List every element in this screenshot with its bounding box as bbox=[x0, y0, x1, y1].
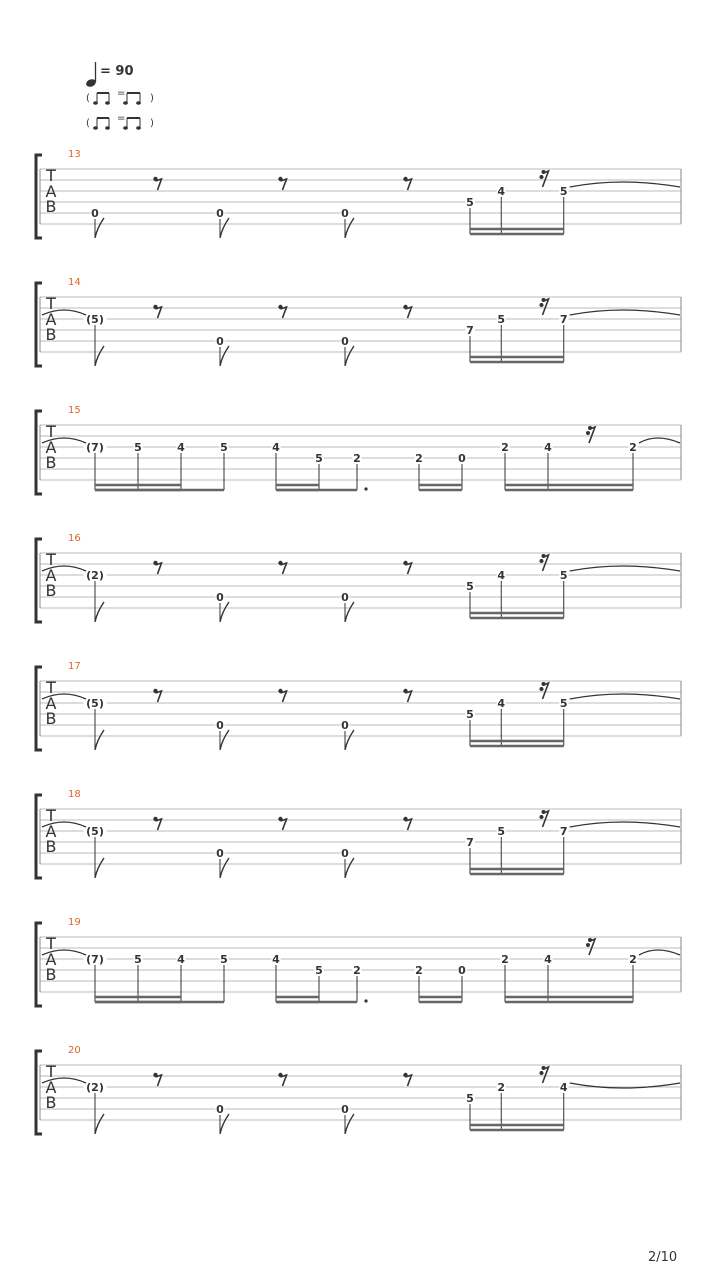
rest-stroke bbox=[156, 563, 162, 574]
clef-a: A bbox=[45, 822, 57, 841]
clef-t: T bbox=[46, 422, 56, 441]
fret-number: 2 bbox=[415, 452, 423, 465]
fret-number: 5 bbox=[559, 569, 568, 582]
fret-number: (2) bbox=[86, 1081, 104, 1094]
fret-number: 5 bbox=[559, 697, 568, 710]
fret-number: 0 bbox=[341, 207, 349, 220]
note-flag bbox=[345, 858, 354, 878]
tempo-bpm: = 90 bbox=[100, 64, 134, 79]
fret-number: 2 bbox=[629, 441, 637, 454]
fret-number: 5 bbox=[315, 452, 323, 465]
sixteenth-rest bbox=[540, 810, 549, 827]
fret-number: 5 bbox=[466, 580, 474, 593]
fret-number: 0 bbox=[341, 1103, 349, 1116]
rest-stroke bbox=[281, 819, 287, 830]
fret-number: (5) bbox=[86, 825, 104, 838]
note-flag bbox=[95, 1114, 104, 1134]
augmentation-dot bbox=[364, 487, 367, 490]
fret-number: 4 bbox=[177, 953, 185, 966]
clef-t: T bbox=[46, 550, 56, 569]
rest-stroke bbox=[156, 307, 162, 318]
tab-system bbox=[36, 405, 681, 494]
note-flag bbox=[220, 602, 229, 622]
eighth-rest bbox=[403, 817, 411, 830]
tab-clef bbox=[45, 678, 56, 728]
note-flag bbox=[345, 1114, 354, 1134]
tie-out bbox=[570, 310, 680, 315]
eighth-rest bbox=[278, 561, 286, 574]
augmentation-dot bbox=[364, 999, 367, 1002]
measure-number: 15 bbox=[68, 405, 81, 416]
rest-stroke bbox=[406, 1075, 412, 1086]
tab-system bbox=[36, 277, 681, 366]
sixteenth-rest bbox=[540, 682, 549, 699]
clef-b: B bbox=[45, 197, 57, 216]
clef-t: T bbox=[46, 166, 56, 185]
measure-number: 13 bbox=[68, 149, 81, 160]
paren-close: ) bbox=[150, 93, 154, 104]
tab-system bbox=[36, 533, 681, 622]
measure-number: 16 bbox=[68, 533, 81, 544]
fret-number: 5 bbox=[559, 185, 568, 198]
system-bracket bbox=[36, 283, 42, 366]
measure-number: 14 bbox=[68, 277, 81, 288]
note-flag bbox=[345, 346, 354, 366]
rest-dot bbox=[540, 1071, 544, 1075]
clef-b: B bbox=[45, 581, 57, 600]
note-flag bbox=[345, 602, 354, 622]
tie-out bbox=[639, 950, 680, 955]
rest-stroke bbox=[406, 819, 412, 830]
rest-dot bbox=[540, 815, 544, 819]
rest-dot bbox=[586, 943, 590, 947]
clef-b: B bbox=[45, 837, 57, 856]
fret-number: 0 bbox=[341, 335, 349, 348]
fret-number: 5 bbox=[466, 708, 474, 721]
tab-clef bbox=[45, 166, 56, 216]
tie-out bbox=[570, 694, 680, 699]
sixteenth-rest bbox=[540, 170, 549, 187]
fret-number: 5 bbox=[497, 313, 506, 326]
note-flag bbox=[220, 1114, 229, 1134]
eighth-rest bbox=[278, 177, 286, 190]
fret-number: 5 bbox=[466, 196, 474, 209]
fret-number: 5 bbox=[466, 1092, 474, 1105]
swing-equals: = bbox=[117, 113, 126, 124]
fret-number: 0 bbox=[216, 847, 224, 860]
eighth-rest bbox=[278, 305, 286, 318]
eighth-rest bbox=[153, 305, 161, 318]
tab-system bbox=[36, 149, 681, 238]
note-flag bbox=[220, 346, 229, 366]
tab-system bbox=[36, 661, 681, 750]
system-bracket bbox=[36, 667, 42, 750]
fret-number: 0 bbox=[216, 591, 224, 604]
clef-b: B bbox=[45, 965, 57, 984]
tab-system bbox=[36, 1045, 681, 1134]
rest-dot bbox=[540, 175, 544, 179]
rest-stroke bbox=[281, 1075, 287, 1086]
fret-number: 4 bbox=[177, 441, 185, 454]
clef-t: T bbox=[46, 806, 56, 825]
tie-out bbox=[570, 182, 680, 187]
tab-systems bbox=[36, 149, 681, 1134]
swing-marking-1 bbox=[86, 88, 154, 105]
fret-number: 2 bbox=[497, 1081, 506, 1094]
rest-dot bbox=[540, 303, 544, 307]
fret-number: 4 bbox=[497, 697, 506, 710]
fret-number: 2 bbox=[629, 953, 637, 966]
clef-a: A bbox=[45, 950, 57, 969]
rest-stroke bbox=[406, 563, 412, 574]
system-bracket bbox=[36, 923, 42, 1006]
measure-number: 20 bbox=[68, 1045, 81, 1056]
fret-number: 4 bbox=[497, 185, 506, 198]
swing-equals: = bbox=[117, 88, 126, 99]
measure-number: 17 bbox=[68, 661, 81, 672]
tie-out bbox=[570, 566, 680, 571]
note-flag bbox=[345, 218, 354, 238]
eighth-rest bbox=[153, 817, 161, 830]
fret-number: 4 bbox=[272, 953, 280, 966]
note-flag bbox=[95, 730, 104, 750]
note-flag bbox=[95, 218, 104, 238]
clef-a: A bbox=[45, 182, 57, 201]
system-bracket bbox=[36, 539, 42, 622]
fret-number: 4 bbox=[544, 441, 552, 454]
fret-number: 2 bbox=[501, 953, 509, 966]
eighth-rest bbox=[153, 177, 161, 190]
note-flag bbox=[95, 858, 104, 878]
clef-t: T bbox=[46, 678, 56, 697]
eighth-rest bbox=[403, 1073, 411, 1086]
page-number: 2/10 bbox=[648, 1250, 678, 1265]
fret-number: 7 bbox=[559, 313, 568, 326]
fret-number: 2 bbox=[353, 452, 361, 465]
eighth-rest bbox=[278, 1073, 286, 1086]
fret-number: 4 bbox=[272, 441, 280, 454]
clef-b: B bbox=[45, 709, 57, 728]
system-bracket bbox=[36, 795, 42, 878]
fret-number: 5 bbox=[497, 825, 506, 838]
sixteenth-rest bbox=[540, 298, 549, 315]
rest-stroke bbox=[281, 307, 287, 318]
sixteenth-rest bbox=[586, 938, 595, 955]
sixteenth-rest bbox=[586, 426, 595, 443]
tab-clef bbox=[45, 422, 56, 472]
fret-number: 4 bbox=[559, 1081, 568, 1094]
eighth-rest bbox=[403, 177, 411, 190]
clef-a: A bbox=[45, 1078, 57, 1097]
fret-number: 0 bbox=[216, 1103, 224, 1116]
eighth-rest bbox=[278, 689, 286, 702]
fret-number: 2 bbox=[353, 964, 361, 977]
rest-stroke bbox=[156, 179, 162, 190]
fret-number: (5) bbox=[86, 313, 104, 326]
fret-number: 5 bbox=[134, 441, 142, 454]
note-flag bbox=[220, 218, 229, 238]
rest-dot bbox=[586, 431, 590, 435]
fret-number: (7) bbox=[86, 441, 104, 454]
eighth-rest bbox=[278, 817, 286, 830]
sixteenth-rest bbox=[540, 554, 549, 571]
note-flag bbox=[95, 346, 104, 366]
fret-number: 0 bbox=[91, 207, 99, 220]
note-flag bbox=[95, 602, 104, 622]
measure-number: 19 bbox=[68, 917, 81, 928]
fret-number: 0 bbox=[458, 452, 466, 465]
rest-stroke bbox=[406, 179, 412, 190]
clef-b: B bbox=[45, 1093, 57, 1112]
fret-number: 5 bbox=[220, 953, 228, 966]
fret-number: 0 bbox=[341, 591, 349, 604]
clef-t: T bbox=[46, 294, 56, 313]
clef-a: A bbox=[45, 694, 57, 713]
fret-number: (5) bbox=[86, 697, 104, 710]
clef-t: T bbox=[46, 934, 56, 953]
rest-stroke bbox=[156, 691, 162, 702]
tie-out bbox=[570, 822, 680, 827]
fret-number: (2) bbox=[86, 569, 104, 582]
rest-stroke bbox=[281, 179, 287, 190]
tab-clef bbox=[45, 294, 56, 344]
fret-number: 0 bbox=[216, 719, 224, 732]
fret-number: 5 bbox=[134, 953, 142, 966]
clef-a: A bbox=[45, 310, 57, 329]
paren-close: ) bbox=[150, 118, 154, 129]
fret-number: 4 bbox=[497, 569, 506, 582]
eighth-rest bbox=[403, 305, 411, 318]
rest-stroke bbox=[281, 563, 287, 574]
fret-number: 0 bbox=[341, 719, 349, 732]
fret-number: 2 bbox=[501, 441, 509, 454]
fret-number: 5 bbox=[315, 964, 323, 977]
eighth-rest bbox=[153, 561, 161, 574]
sixteenth-rest bbox=[540, 1066, 549, 1083]
fret-number: 0 bbox=[458, 964, 466, 977]
rest-stroke bbox=[406, 307, 412, 318]
system-bracket bbox=[36, 411, 42, 494]
fret-number: 5 bbox=[220, 441, 228, 454]
eighth-rest bbox=[403, 561, 411, 574]
tab-system bbox=[36, 917, 681, 1006]
tempo-marking bbox=[85, 62, 154, 130]
eighth-rest bbox=[153, 689, 161, 702]
tab-clef bbox=[45, 934, 56, 984]
tab-clef bbox=[45, 806, 56, 856]
note-flag bbox=[220, 858, 229, 878]
rest-stroke bbox=[406, 691, 412, 702]
eighth-rest bbox=[403, 689, 411, 702]
fret-number: 0 bbox=[341, 847, 349, 860]
paren-open: ( bbox=[86, 93, 90, 104]
tab-system bbox=[36, 789, 681, 878]
clef-t: T bbox=[46, 1062, 56, 1081]
measure-number: 18 bbox=[68, 789, 81, 800]
system-bracket bbox=[36, 155, 42, 238]
note-flag bbox=[220, 730, 229, 750]
swing-marking-2 bbox=[86, 113, 154, 130]
rest-dot bbox=[540, 559, 544, 563]
clef-a: A bbox=[45, 566, 57, 585]
fret-number: 7 bbox=[466, 836, 474, 849]
fret-number: 7 bbox=[559, 825, 568, 838]
tab-clef bbox=[45, 1062, 56, 1112]
rest-stroke bbox=[156, 819, 162, 830]
fret-number: 2 bbox=[415, 964, 423, 977]
rest-stroke bbox=[156, 1075, 162, 1086]
fret-number: (7) bbox=[86, 953, 104, 966]
tab-clef bbox=[45, 550, 56, 600]
fret-number: 4 bbox=[544, 953, 552, 966]
fret-number: 0 bbox=[216, 207, 224, 220]
clef-b: B bbox=[45, 453, 57, 472]
rest-stroke bbox=[281, 691, 287, 702]
rest-dot bbox=[540, 687, 544, 691]
tie-out bbox=[639, 438, 680, 443]
note-flag bbox=[345, 730, 354, 750]
eighth-rest bbox=[153, 1073, 161, 1086]
paren-open: ( bbox=[86, 118, 90, 129]
system-bracket bbox=[36, 1051, 42, 1134]
clef-a: A bbox=[45, 438, 57, 457]
clef-b: B bbox=[45, 325, 57, 344]
fret-number: 7 bbox=[466, 324, 474, 337]
fret-number: 0 bbox=[216, 335, 224, 348]
